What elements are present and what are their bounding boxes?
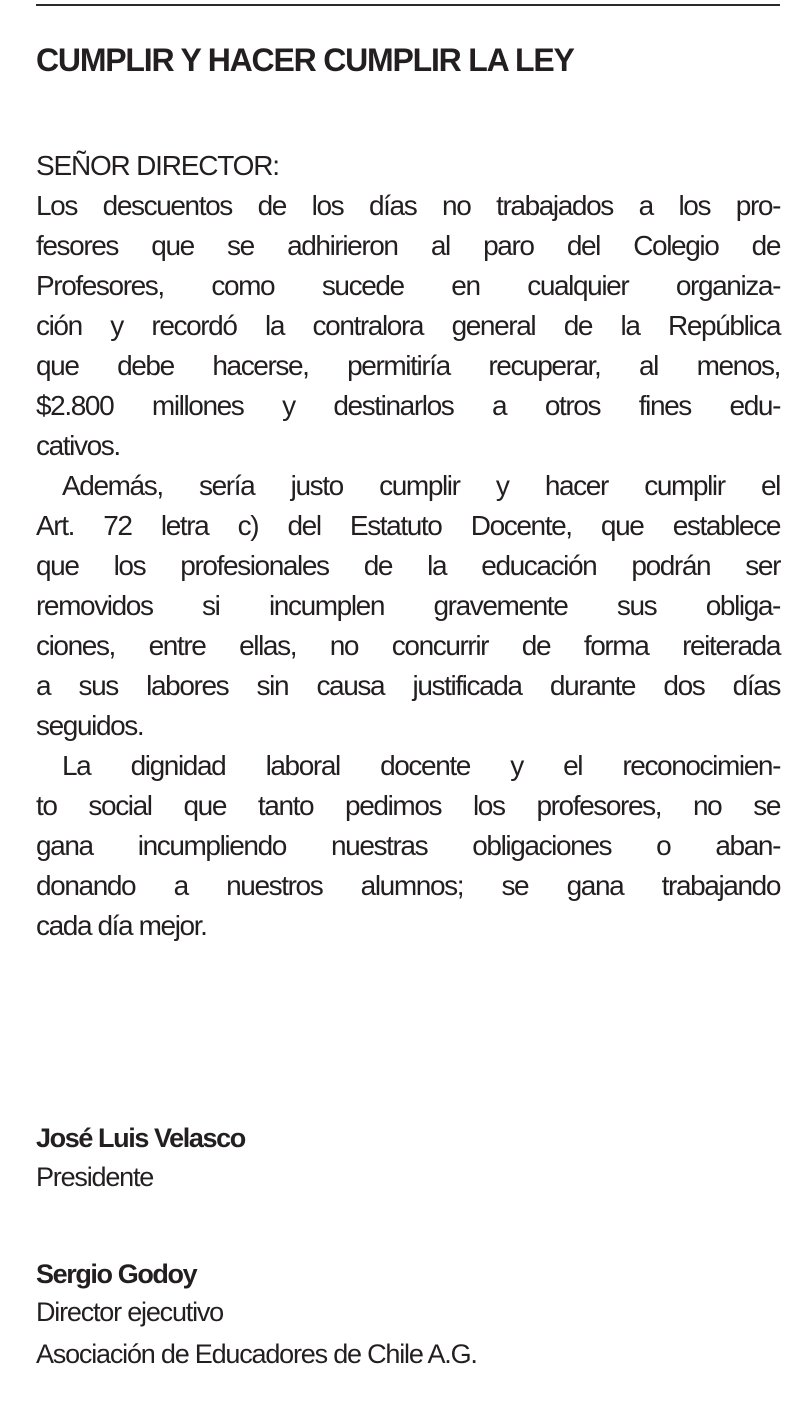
body-line: La dignidad laboral docente y el reconocimien- [62, 750, 780, 781]
signatory-role: Presidente [36, 1162, 154, 1192]
signatory-organization: Asociación de Educadores de Chile A.G. [36, 1339, 477, 1369]
body-line: Los descuentos de los días no trabajados a los pro- [36, 190, 780, 221]
body-line: $2.800 millones y destinarlos a otros fines edu- [36, 390, 780, 421]
body-line: to social que tanto pedimos los profesores, no se [36, 790, 780, 821]
body-line: a sus labores sin causa justificada durante dos días [36, 670, 780, 701]
signatory-role: Director ejecutivo [36, 1297, 223, 1327]
signatory-name: Sergio Godoy [36, 1259, 197, 1289]
body-line: Art. 72 letra c) del Estatuto Docente, que establece [36, 510, 780, 541]
body-line: cada día mejor. [36, 910, 207, 941]
body-line: Además, sería justo cumplir y hacer cumplir el [62, 470, 780, 501]
salutation: SEÑOR DIRECTOR: [36, 150, 279, 181]
body-line: fesores que se adhirieron al paro del Colegio de [36, 230, 780, 261]
letter-headline: CUMPLIR Y HACER CUMPLIR LA LEY [36, 42, 574, 78]
body-line: gana incumpliendo nuestras obligaciones o aban- [36, 830, 780, 861]
signatory-name: José Luis Velasco [36, 1123, 245, 1153]
body-line: cativos. [36, 430, 120, 461]
body-line: que debe hacerse, permitiría recuperar, al menos, [36, 350, 780, 381]
body-line: ción y recordó la contralora general de la República [36, 310, 780, 341]
body-line: removidos si incumplen gravemente sus obliga- [36, 590, 780, 621]
body-line: Profesores, como sucede en cualquier organiza- [36, 270, 780, 301]
body-line: ciones, entre ellas, no concurrir de forma reiterada [36, 630, 780, 661]
letter-body [36, 186, 780, 946]
body-line: seguidos. [36, 710, 144, 741]
top-rule [36, 4, 780, 6]
body-line: donando a nuestros alumnos; se gana trabajando [36, 870, 780, 901]
body-line: que los profesionales de la educación podrán ser [36, 550, 780, 581]
